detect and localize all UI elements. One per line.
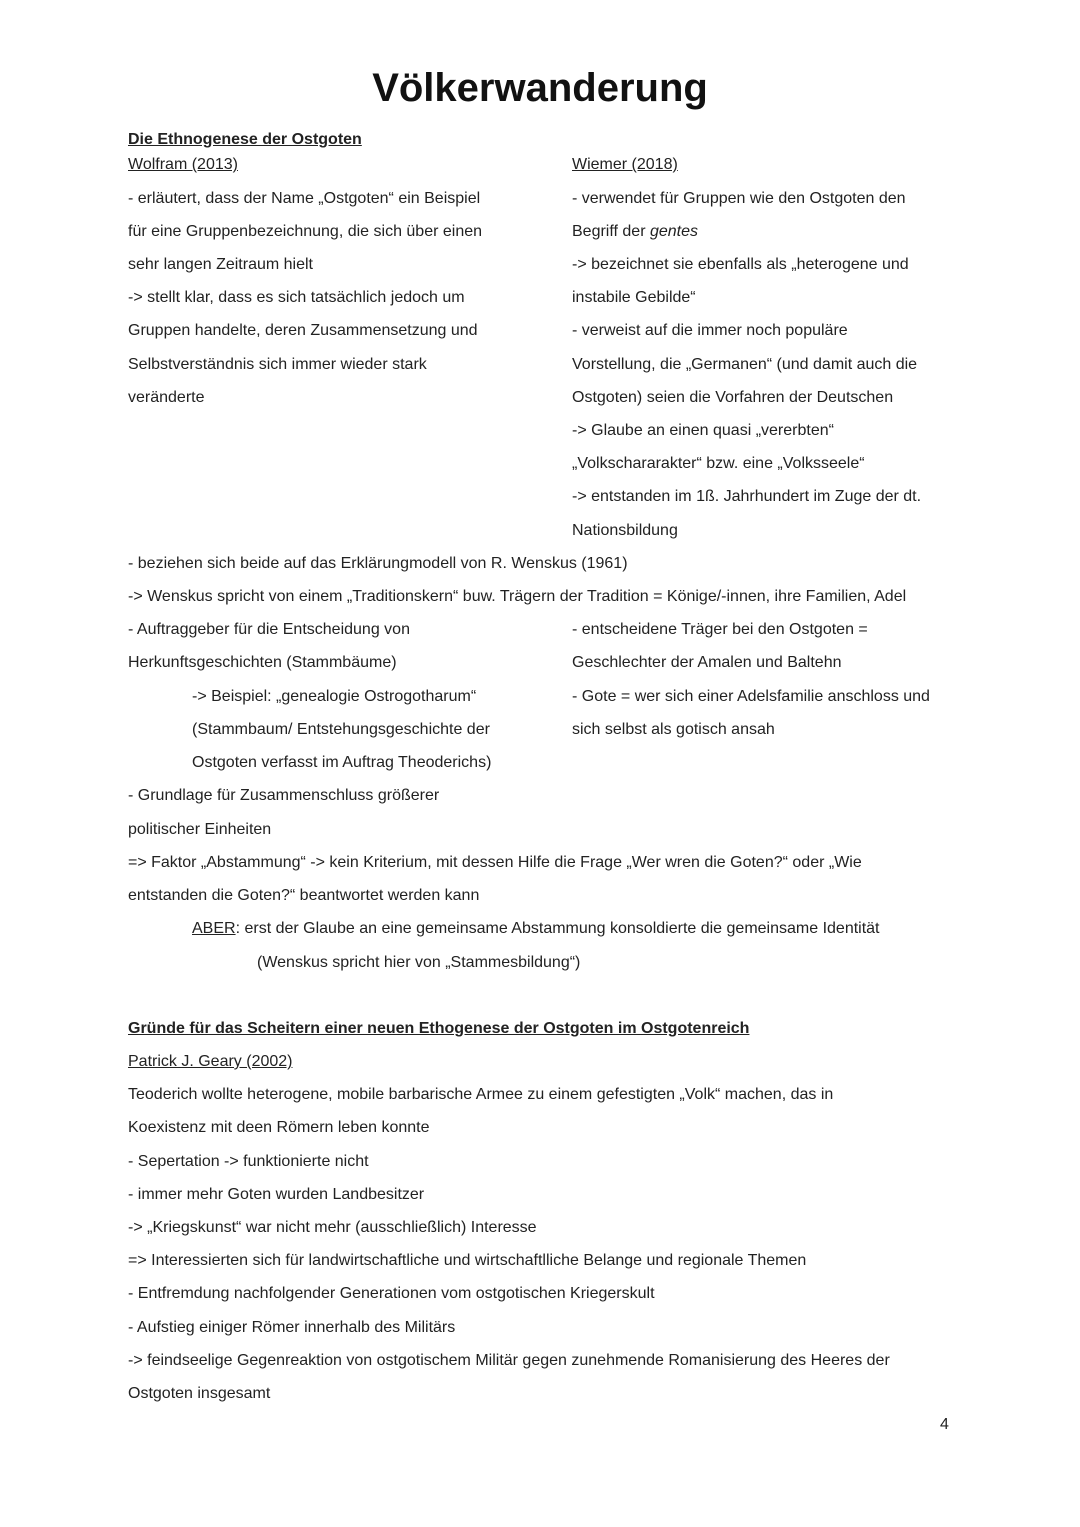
text-line: - verweist auf die immer noch populäre <box>572 322 848 339</box>
text-line: -> bezeichnet sie ebenfalls als „heterogene und <box>572 256 909 273</box>
emphasis-gentes: gentes <box>649 223 699 240</box>
section-heading: Die Ethnogenese der Ostgoten <box>128 131 362 148</box>
text-line: politischer Einheiten <box>128 821 272 838</box>
author-wiemer: Wiemer (2018) <box>572 156 678 173</box>
author-geary: Patrick J. Geary (2002) <box>128 1053 293 1070</box>
text-line: - Sepertation -> funktionierte nicht <box>128 1153 369 1170</box>
text-line <box>572 222 698 242</box>
text-line: - erläutert, dass der Name „Ostgoten“ ein Beispiel <box>128 190 481 207</box>
section-heading: Gründe für das Scheitern einer neuen Ethogenese der Ostgoten im Ostgotenreich <box>128 1020 750 1037</box>
text-line: -> stellt klar, dass es sich tatsächlich jedoch um <box>128 289 465 306</box>
text-line: „Volkschararakter“ bzw. eine „Volksseele“ <box>572 455 865 472</box>
text-line: entstanden die Goten?“ beantwortet werden kann <box>128 887 480 904</box>
text-line: Gruppen handelte, deren Zusammensetzung und <box>128 322 478 339</box>
text-fragment: Begriff der <box>572 223 650 240</box>
text-line: - entscheidene Träger bei den Ostgoten = <box>572 621 868 638</box>
text-line: => Interessierten sich für landwirtschaftliche und wirtschaftlliche Belange und regionale Themen <box>128 1252 807 1269</box>
text-line: Vorstellung, die „Germanen“ (und damit auch die <box>572 356 918 373</box>
text-line: für eine Gruppenbezeichnung, die sich über einen <box>128 223 483 240</box>
aber-line <box>192 919 880 939</box>
text-line: Geschlechter der Amalen und Baltehn <box>572 654 842 671</box>
text-line: sehr langen Zeitraum hielt <box>128 256 313 273</box>
text-line: - beziehen sich beide auf das Erklärungmodell von R. Wenskus (1961) <box>128 555 628 572</box>
text-line: -> „Kriegskunst“ war nicht mehr (ausschließlich) Interesse <box>128 1219 537 1236</box>
text-line: Ostgoten insgesamt <box>128 1385 271 1402</box>
text-line: Koexistenz mit deen Römern leben konnte <box>128 1119 430 1136</box>
text-line: -> entstanden im 1ß. Jahrhundert im Zuge der dt. <box>572 488 922 505</box>
text-line: - Aufstieg einiger Römer innerhalb des Militärs <box>128 1319 456 1336</box>
aber-text: : erst der Glaube an eine gemeinsame Abstammung konsoldierte die gemeinsame Identität <box>235 920 880 937</box>
text-line: Nationsbildung <box>572 522 678 539</box>
text-line: => Faktor „Abstammung“ -> kein Kriterium, mit dessen Hilfe die Frage „Wer wren die Goten?“ oder „Wie <box>128 854 862 871</box>
text-line: - immer mehr Goten wurden Landbesitzer <box>128 1186 425 1203</box>
text-line: -> feindseelige Gegenreaktion von ostgotischem Militär gegen zunehmende Romanisierung des Heeres der <box>128 1352 890 1369</box>
text-line: Ostgoten) seien die Vorfahren der Deutschen <box>572 389 894 406</box>
text-line: - Grundlage für Zusammenschluss größerer <box>128 787 440 804</box>
text-line: -> Glaube an einen quasi „vererbten“ <box>572 422 834 439</box>
page-title: Völkerwanderung <box>372 66 708 110</box>
text-line: Selbstverständnis sich immer wieder stark <box>128 356 427 373</box>
aber-label: ABER <box>192 920 236 937</box>
author-wolfram: Wolfram (2013) <box>128 156 238 173</box>
text-line: - Auftraggeber für die Entscheidung von <box>128 621 410 638</box>
text-line: - Entfremdung nachfolgender Generationen vom ostgotischen Kriegerskult <box>128 1285 655 1302</box>
text-line: - Gote = wer sich einer Adelsfamilie anschloss und <box>572 688 930 705</box>
text-line: (Wenskus spricht hier von „Stammesbildung“) <box>257 954 581 971</box>
page-number: 4 <box>940 1416 949 1433</box>
text-line: veränderte <box>128 389 205 406</box>
text-line: Ostgoten verfasst im Auftrag Theoderichs) <box>192 754 492 771</box>
text-line: - verwendet für Gruppen wie den Ostgoten den <box>572 190 906 207</box>
text-line: -> Wenskus spricht von einem „Traditionskern“ buw. Trägern der Tradition = Könige/-innen, ihre Familien, Adel <box>128 588 907 605</box>
text-line: Teoderich wollte heterogene, mobile barbarische Armee zu einem gefestigten „Volk“ machen, das in <box>128 1086 834 1103</box>
text-line: (Stammbaum/ Entstehungsgeschichte der <box>192 721 490 738</box>
text-line: instabile Gebilde“ <box>572 289 696 306</box>
text-line: sich selbst als gotisch ansah <box>572 721 775 738</box>
text-line: -> Beispiel: „genealogie Ostrogotharum“ <box>192 688 477 705</box>
text-line: Herkunftsgeschichten (Stammbäume) <box>128 654 397 671</box>
